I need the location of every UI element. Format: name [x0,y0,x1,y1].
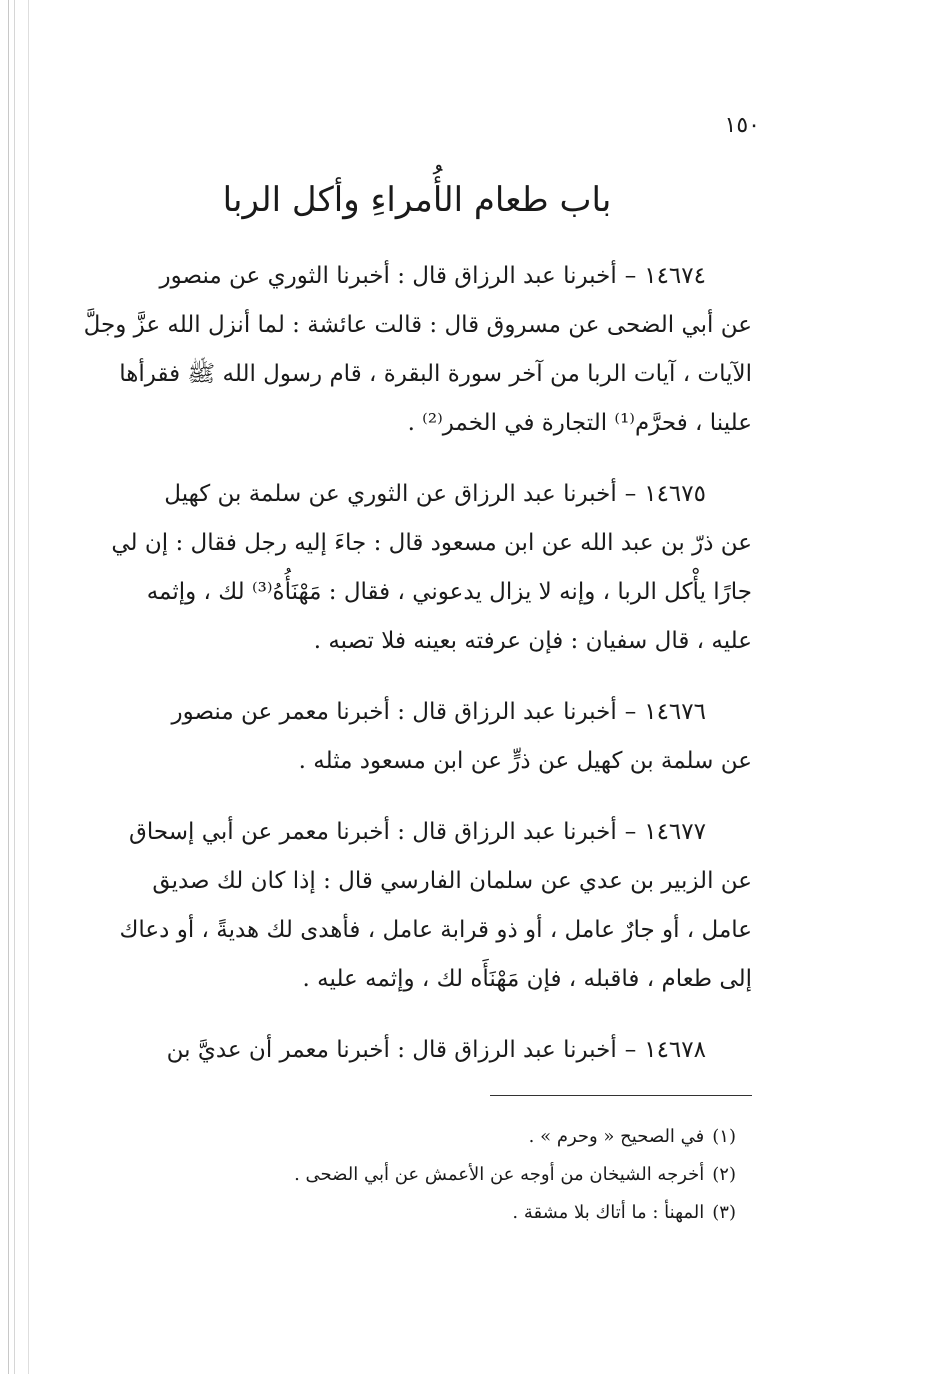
hadith-entry: ١٤٦٧٦–أخبرنا عبد الرزاق قال : أخبرنا معمر عن منصور عن سلمة بن كهيل عن ذرٍّ عن ابن مسعود مثله . [82,688,752,786]
hadith-number: ١٤٦٧٧ [644,819,706,845]
hadith-line: عليه ، قال سفيان : فإن عرفته بعينه فلا تصبه . [313,628,752,654]
hadith-number: ١٤٦٧٦ [644,699,706,725]
main-text [82,252,752,1097]
footnote-text: المهنأ : ما أتاك بلا مشقة . [512,1202,705,1223]
footnote-text: أخرجه الشيخان من أوجه عن الأعمش عن أبي الضحى . [294,1164,705,1185]
footnote-number: (١) [712,1126,736,1147]
hadith-line: أخبرنا عبد الرزاق عن الثوري عن سلمة بن كهيل [164,481,617,507]
page-number: ١٥٠ [724,113,760,138]
hadith-line: علينا ، فحرَّم⁽¹⁾ التجارة في الخمر⁽²⁾ . [407,410,752,436]
book-page [82,0,760,1374]
hadith-line: أخبرنا عبد الرزاق قال : أخبرنا معمر أن عديَّ بن [166,1037,617,1063]
footnote-separator [490,1095,752,1096]
hadith-line: أخبرنا عبد الرزاق قال : أخبرنا الثوري عن منصور [159,263,617,289]
binding-edge-line [14,0,15,1374]
binding-edge-line [8,0,9,1374]
hadith-line: جارًا يأْكل الربا ، وإنه لا يزال يدعوني ، فقال : مَهْنَأُهُ⁽³⁾ لك ، وإثمه [146,579,752,605]
hadith-line: عن سلمة بن كهيل عن ذرٍّ عن ابن مسعود مثله . [298,748,752,774]
hadith-line: عن الزبير بن عدي عن سلمان الفارسي قال : إذا كان لك صديق [152,868,752,894]
footnote-item [82,1194,736,1232]
hadith-line: أخبرنا عبد الرزاق قال : أخبرنا معمر عن منصور [171,699,617,725]
hadith-entry: ١٤٦٧٨–أخبرنا عبد الرزاق قال : أخبرنا معمر أن عديَّ بن [166,1037,706,1063]
footnote-item [82,1156,736,1194]
footnote-text: في الصحيح « وحرم » . [528,1126,705,1147]
hadith-line: أخبرنا عبد الرزاق قال : أخبرنا معمر عن أبي إسحاق [129,819,617,845]
footnote-number: (٢) [712,1164,736,1185]
hadith-entry: ١٤٦٧٤–أخبرنا عبد الرزاق قال : أخبرنا الثوري عن منصور عن أبي الضحى عن مسروق قال : قالت عائشة : لما أنزل الله عزَّ وجلَّ الآيات ، آيات الربا من آخر سورة البقرة ، قام رسول الله ﷺ فقرأها علينا ، فحرَّم⁽¹⁾ التجارة في الخمر⁽²⁾ . [82,252,752,448]
hadith-entry: ١٤٦٧٧–أخبرنا عبد الرزاق قال : أخبرنا معمر عن أبي إسحاق عن الزبير بن عدي عن سلمان الفارسي قال : إذا كان لك صديق عامل ، أو جارٌ عامل ، أو ذو قرابة عامل ، فأهدى لك هديةً ، أو دعاك إلى طعام ، فاقبله ، فإن مَهْنَأَه لك ، وإثمه عليه . [82,808,752,1004]
hadith-line: عن أبي الضحى عن مسروق قال : قالت عائشة : لما أنزل الله عزَّ وجلَّ [83,312,752,338]
hadith-line: إلى طعام ، فاقبله ، فإن مَهْنَأَه لك ، وإثمه عليه . [302,966,752,992]
hadith-number: ١٤٦٧٤ [644,263,706,289]
hadith-number: ١٤٦٧٨ [644,1037,706,1063]
hadith-line: عن ذرّ بن عبد الله عن ابن مسعود قال : جاءَ إليه رجل فقال : إن لي [111,530,752,556]
binding-edge-line [28,0,29,1374]
hadith-entry: ١٤٦٧٥–أخبرنا عبد الرزاق عن الثوري عن سلمة بن كهيل عن ذرّ بن عبد الله عن ابن مسعود قال : جاءَ إليه رجل فقال : إن لي جارًا يأْكل الربا ، وإنه لا يزال يدعوني ، فقال : مَهْنَأُهُ⁽³⁾ لك ، وإثمه عليه ، قال سفيان : فإن عرفته بعينه فلا تصبه . [82,470,752,666]
footnotes [82,1118,736,1232]
hadith-line: الآيات ، آيات الربا من آخر سورة البقرة ، قام رسول الله ﷺ فقرأها [119,361,752,387]
hadith-number: ١٤٦٧٥ [644,481,706,507]
footnote-item [82,1118,736,1156]
footnote-number: (٣) [712,1202,736,1223]
chapter-title: باب طعام الأُمراءِ وأكل الربا [222,180,612,220]
hadith-line: عامل ، أو جارٌ عامل ، أو ذو قرابة عامل ، فأهدى لك هديةً ، أو دعاك [119,917,752,943]
